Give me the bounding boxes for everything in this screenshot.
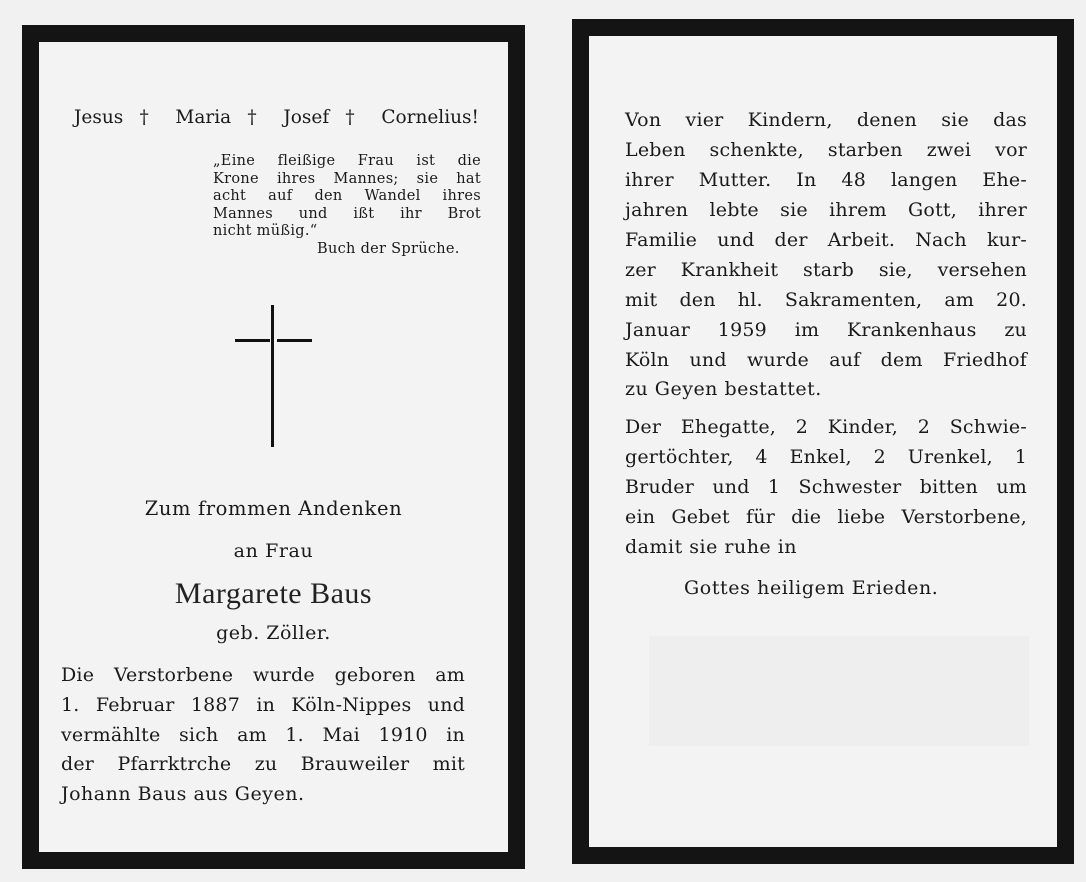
quote-line: Krone ihres Mannes; sie hat	[213, 171, 481, 187]
salutation: an Frau	[233, 540, 314, 562]
paper-bleed-through	[649, 636, 1029, 746]
bio-line: 1. Februar 1887 in Köln-Nippes und	[61, 694, 465, 716]
text-line: ein Gebet für die liebe Verstorbene,	[625, 506, 1027, 528]
deceased-name: Margarete Baus	[174, 577, 373, 610]
text-line: Der Ehegatte, 2 Kinder, 2 Schwie-	[625, 416, 1027, 438]
memorial-title: Zum frommen Andenken	[144, 497, 403, 520]
bio-line: Johann Baus aus Geyen.	[61, 783, 305, 805]
text-line: zu Geyen bestattet.	[625, 378, 822, 400]
text-line: Familie und der Arbeit. Nach kur-	[625, 229, 1027, 251]
text-line: zer Krankheit starb sie, versehen	[625, 259, 1027, 281]
text-line: Bruder und 1 Schwester bitten um	[625, 476, 1027, 498]
quote-line: Mannes und ißt ihr Brot	[213, 206, 481, 222]
bio-line: Die Verstorbene wurde geboren am	[61, 664, 465, 686]
text-line: mit den hl. Sakramenten, am 20.	[625, 289, 1027, 311]
quote-source: Buch der Sprüche.	[317, 241, 460, 257]
maiden-name: geb. Zöller.	[216, 622, 331, 644]
text-line: jahren lebte sie ihrem Gott, ihrer	[625, 199, 1027, 221]
quote-line: „Eine fleißige Frau ist die	[213, 153, 481, 169]
text-line: Januar 1959 im Krankenhaus zu	[625, 319, 1027, 341]
closing-line: Gottes heiligem Erieden.	[684, 577, 939, 599]
left-card-panel	[22, 25, 525, 869]
invocation-header: Jesus † Maria † Josef † Cornelius!	[74, 107, 479, 128]
text-line: gertöchter, 4 Enkel, 2 Urenkel, 1	[625, 446, 1027, 468]
text-line: ihrer Mutter. In 48 langen Ehe-	[625, 169, 1027, 191]
cross-right-arm	[277, 339, 312, 342]
cross-left-arm	[235, 339, 270, 342]
text-line: Leben schenkte, starben zwei vor	[625, 139, 1027, 161]
right-card-panel	[572, 19, 1074, 864]
text-line: damit sie ruhe in	[625, 536, 798, 558]
cross-vertical-beam	[271, 305, 274, 447]
bio-line: der Pfarrktrche zu Brauweiler mit	[61, 753, 465, 775]
text-line: Köln und wurde auf dem Friedhof	[625, 349, 1027, 371]
text-line: Von vier Kindern, denen sie das	[625, 109, 1027, 131]
quote-line: acht auf den Wandel ihres	[213, 188, 481, 204]
quote-line: nicht müßig.“	[213, 223, 318, 239]
bio-line: vermählte sich am 1. Mai 1910 in	[61, 724, 465, 746]
